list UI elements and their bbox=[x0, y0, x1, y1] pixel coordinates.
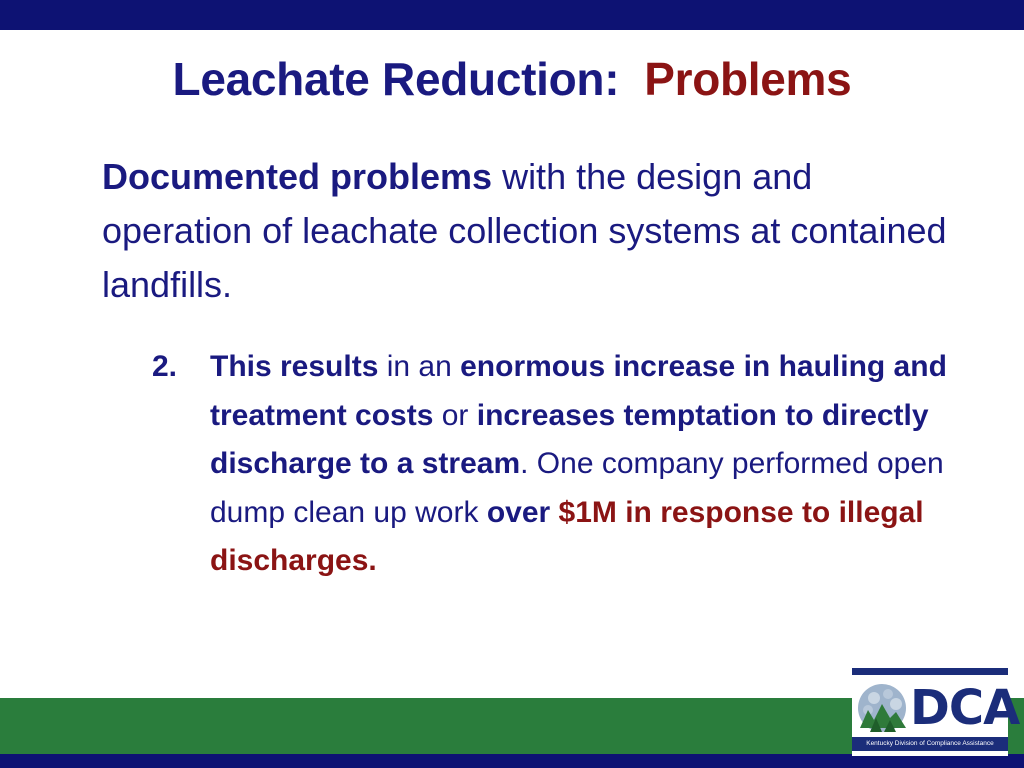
item-bold-1: This results bbox=[210, 350, 379, 383]
intro-text: with the design and operation of leachate collection systems at contained landfills. bbox=[102, 156, 947, 305]
item-body bbox=[210, 343, 972, 586]
item-bold-2: enormous increase in hauling and treatment costs bbox=[210, 350, 947, 432]
item-text-2: or bbox=[433, 398, 477, 432]
item-text-3: . One company performed open dump clean up work bbox=[210, 447, 944, 529]
globe-icon bbox=[854, 682, 910, 734]
intro-bold: Documented problems bbox=[102, 156, 493, 197]
title-accent: Problems bbox=[644, 53, 852, 105]
item-text-1: in an bbox=[378, 350, 461, 383]
item-bold-3: increases temptation to directly discharge to a stream bbox=[210, 398, 929, 480]
item-red-text: $1M in response to illegal discharges. bbox=[210, 495, 924, 577]
logo-mark: DCA bbox=[910, 680, 1020, 736]
logo-caption: Kentucky Division of Compliance Assistance bbox=[852, 737, 1008, 751]
footer-navy-bar bbox=[0, 754, 1024, 768]
logo-top-stripe bbox=[852, 668, 1008, 675]
item-bold-4: over bbox=[486, 495, 559, 529]
item-number: 2. bbox=[152, 350, 178, 383]
dca-logo bbox=[852, 668, 1020, 756]
numbered-item bbox=[152, 343, 972, 586]
slide-title bbox=[0, 52, 1024, 106]
top-bar bbox=[0, 0, 1024, 30]
title-main: Leachate Reduction: bbox=[172, 53, 620, 105]
intro-paragraph bbox=[102, 150, 952, 312]
